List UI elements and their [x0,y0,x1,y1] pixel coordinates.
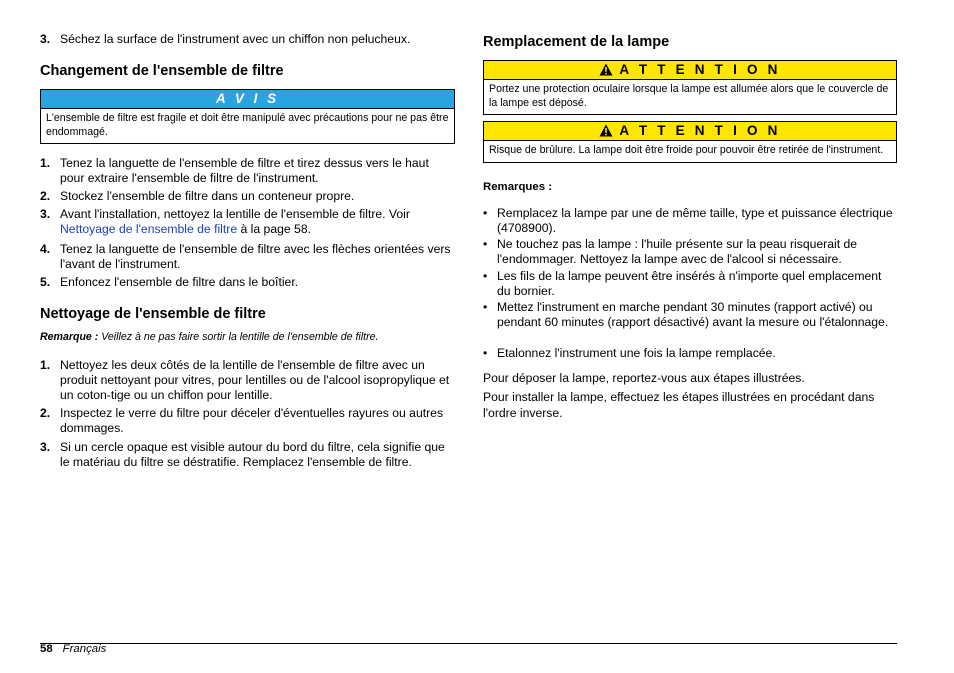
list-item [40,358,455,403]
remarks-title: Remarques : [483,181,553,193]
bullet-icon: • [483,346,488,360]
step-text: Séchez la surface de l'instrument avec un chiffon non pelucheux. [60,32,411,46]
bullet-text: Ne touchez pas la lampe : l'huile présente sur la peau risquerait de l'endommager. Nettoyez la lampe avec de l'alcool si nécessaire. [497,237,858,266]
step-number: 3. [40,207,51,221]
attention-header [484,122,896,141]
remark-note [40,331,455,344]
list-item [40,440,455,470]
bullet-icon: • [483,237,488,251]
list-item [483,206,897,236]
list-item [40,207,455,237]
step-text: Enfoncez l'ensemble de filtre dans le boîtier. [60,275,299,289]
bullet-icon: • [483,269,488,283]
warning-triangle-icon [599,63,613,81]
list-item [483,346,897,361]
step-text: Si un cercle opaque est visible autour du bord du filtre, cela signifie que le matériau du filtre se déstratifie. Remplacez l'ensemble de filtre. [60,440,445,469]
footer-language: Français [62,643,107,655]
attention-header-text: A T T E N T I O N [619,123,781,138]
avis-notice [40,89,455,144]
list-item [40,406,455,436]
list-item [40,242,455,272]
list-item [483,237,897,267]
section-title-filter-cleaning: Nettoyage de l'ensemble de filtre [40,306,266,322]
bullet-text: Remplacez la lampe par une de même taille, type et puissance électrique (4708900). [497,206,893,235]
list-item [483,300,897,330]
step-top [40,32,455,47]
cross-reference-link[interactable]: Nettoyage de l'ensemble de filtre [60,222,238,236]
list-item [40,156,455,186]
step-number: 3. [40,32,51,46]
avis-body: L'ensemble de filtre est fragile et doit être manipulé avec précautions pour ne pas être endommagé. [46,112,449,138]
page-number: 58 [40,643,53,655]
attention-header-text: A T T E N T I O N [619,62,781,77]
step-text [60,207,455,237]
step-number: 2. [40,189,51,203]
attention-header [484,61,896,80]
step-number: 1. [40,358,51,372]
section-title-filter-change: Changement de l'ensemble de filtre [40,63,284,79]
footer-divider [40,643,897,644]
bullet-icon: • [483,206,488,220]
attention-body: Risque de brûlure. La lampe doit être froide pour pouvoir être retirée de l'instrument. [489,144,884,156]
bullet-text: Mettez l'instrument en marche pendant 30 minutes (rapport activé) ou pendant 60 minutes (rapport désactivé) avant la mesure ou l'étalonnage. [497,300,889,329]
paragraph: Pour déposer la lampe, reportez-vous aux étapes illustrées. [483,371,805,385]
list-item [40,189,455,204]
bullet-icon: • [483,300,488,314]
attention-body: Portez une protection oculaire lorsque la lampe est allumée alors que le couvercle de la lampe est déposé. [489,83,889,109]
step-text-after: à la page 58. [237,222,311,236]
step-text: Tenez la languette de l'ensemble de filtre avec les flèches orientées vers l'avant de l'instrument. [60,242,451,271]
step-number: 1. [40,156,51,170]
step-text: Stockez l'ensemble de filtre dans un conteneur propre. [60,189,355,203]
attention-notice-2 [483,121,897,163]
step-number: 3. [40,440,51,454]
step-number: 5. [40,275,51,289]
step-number: 4. [40,242,51,256]
paragraph: Pour installer la lampe, effectuez les étapes illustrées en procédant dans l'ordre inverse. [483,390,875,420]
bullet-text: Etalonnez l'instrument une fois la lampe remplacée. [497,346,776,360]
step-text: Nettoyez les deux côtés de la lentille de l'ensemble de filtre avec un produit nettoyant pour vitres, pour lentilles ou de l'alcool isopropylique et un coton-tige ou un chiffon pour lentille. [60,358,450,402]
page-footer [40,643,106,655]
avis-header: A V I S [41,90,454,109]
list-item [40,275,455,290]
step-text-before: Avant l'installation, nettoyez la lentille de l'ensemble de filtre. Voir [60,207,410,221]
warning-triangle-icon [599,124,613,142]
list-item [483,269,897,299]
attention-notice-1 [483,60,897,115]
remark-text: Veillez à ne pas faire sortir la lentille de l'ensemble de filtre. [98,331,379,343]
step-number: 2. [40,406,51,420]
step-text: Inspectez le verre du filtre pour déceler d'éventuelles rayures ou autres dommages. [60,406,444,435]
section-title-lamp-replacement: Remplacement de la lampe [483,34,670,50]
bullet-text: Les fils de la lampe peuvent être insérés à n'importe quel emplacement du bornier. [497,269,882,298]
remark-label: Remarque : [40,331,99,343]
step-text: Tenez la languette de l'ensemble de filtre et tirez dessus vers le haut pour extraire l'ensemble de filtre de l'instrument. [60,156,429,185]
